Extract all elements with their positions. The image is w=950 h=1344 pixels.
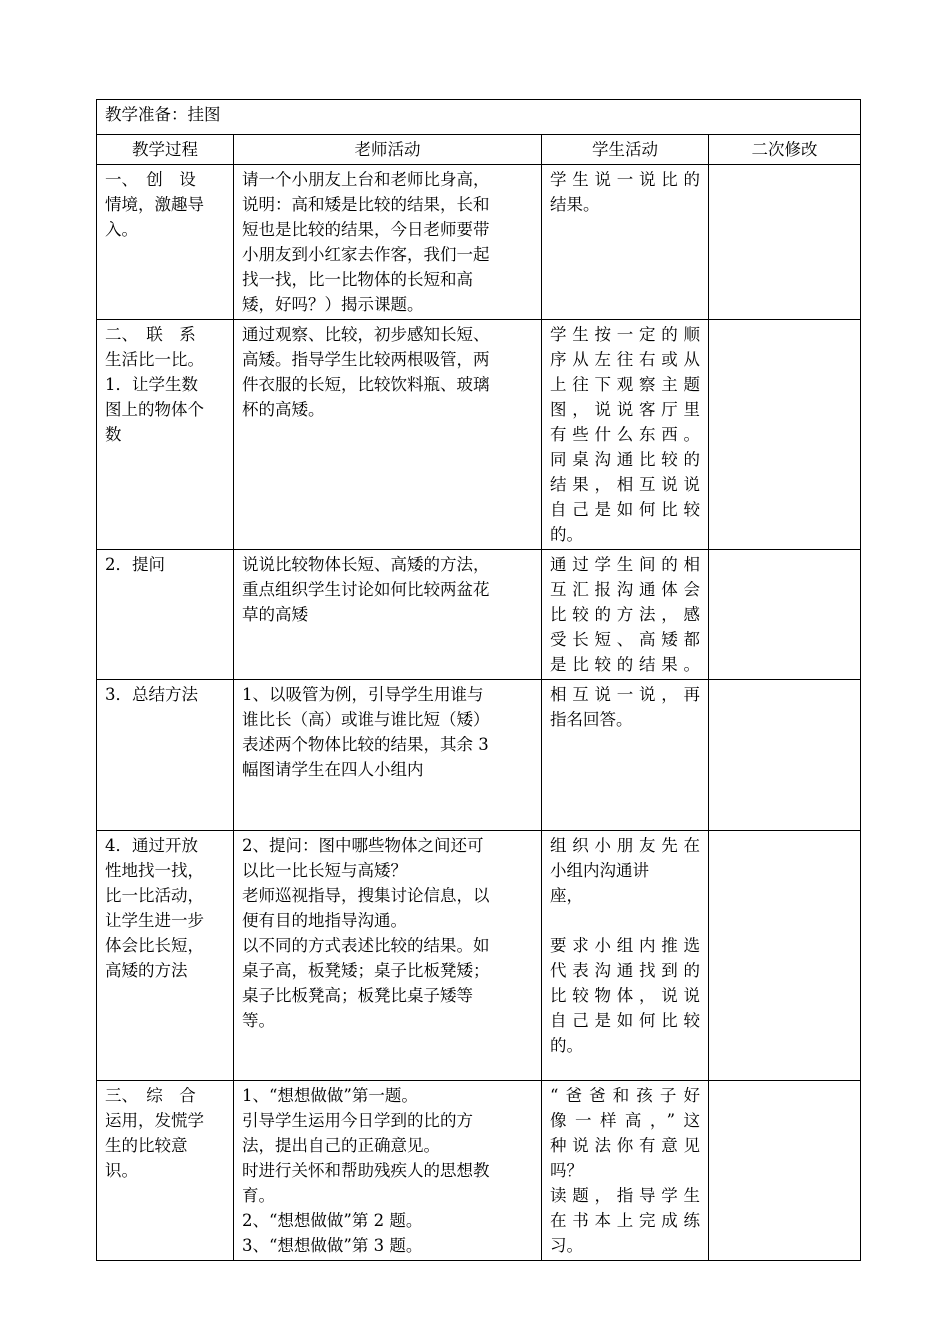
cell-line: 等。 [242, 1011, 275, 1030]
cell-line: 指名回答。 [550, 710, 633, 729]
cell-line: 短也是比较的结果，今日老师要带 [242, 220, 490, 239]
student-activity-cell [542, 165, 709, 320]
cell-line: 三、 综 合 [105, 1086, 196, 1105]
table-row [97, 1081, 861, 1261]
cell-line: 生的比较意 [105, 1136, 188, 1155]
table-row [97, 831, 861, 1081]
cell-line: 读题，指导学生 [550, 1186, 700, 1205]
revision-cell [709, 550, 861, 680]
cell-line: 在书本上完成练 [550, 1211, 700, 1230]
student-activity-cell [542, 320, 709, 550]
cell-line: 2、“想想做做”第 2 题。 [242, 1211, 423, 1230]
cell-line: 自己是如何比较 [550, 1011, 700, 1030]
teacher-activity-cell [234, 550, 542, 680]
cell-line: 受长短、高矮都 [550, 630, 700, 649]
cell-line: 高矮。指导学生比较两根吸管，两 [242, 350, 490, 369]
teacher-activity-cell [234, 831, 542, 1081]
student-activity-cell [542, 550, 709, 680]
revision-cell [709, 320, 861, 550]
cell-line: 找一找，比一比物体的长短和高 [242, 270, 473, 289]
cell-line: 学生按一定的顺 [550, 325, 700, 344]
cell-line: 1．让学生数 [105, 375, 198, 394]
cell-line: 说明：高和矮是比较的结果，长和 [242, 195, 490, 214]
cell-line: 比一比活动， [105, 886, 204, 905]
student-activity-cell [542, 680, 709, 831]
cell-line: 引导学生运用今日学到的比的方 [242, 1111, 473, 1130]
cell-line: 座， [550, 886, 583, 905]
cell-line: 的。 [550, 525, 583, 544]
cell-line: 重点组织学生讨论如何比较两盆花 [242, 580, 490, 599]
cell-line: 小朋友到小红家去作客，我们一起 [242, 245, 490, 264]
cell-line: 情境，激趣导 [105, 195, 204, 214]
table-row [97, 550, 861, 680]
prep-row [97, 100, 861, 135]
cell-line: 1、“想想做做”第一题。 [242, 1086, 418, 1105]
cell-line: 相互说一说，再 [550, 685, 700, 704]
process-cell [97, 831, 234, 1081]
cell-line: 二、 联 系 [105, 325, 196, 344]
process-cell [97, 1081, 234, 1261]
cell-line: 4．通过开放 [105, 836, 198, 855]
cell-line: 序从左往右或从 [550, 350, 700, 369]
cell-line: 以不同的方式表述比较的结果。如 [242, 936, 490, 955]
student-activity-cell [542, 831, 709, 1081]
cell-line: 草的高矮 [242, 605, 308, 624]
cell-line: 说说比较物体长短、高矮的方法， [242, 555, 490, 574]
cell-line: 件衣服的长短，比较饮料瓶、玻璃 [242, 375, 490, 394]
lesson-plan-table [96, 99, 861, 1261]
cell-line: 是比较的结果。 [550, 655, 700, 674]
cell-line: 老师巡视指导，搜集讨论信息，以 [242, 886, 490, 905]
teacher-activity-cell [234, 320, 542, 550]
teaching-preparation: 教学准备：挂图 [97, 100, 861, 135]
cell-line: 幅图请学生在四人小组内 [242, 760, 424, 779]
student-activity-cell [542, 1081, 709, 1261]
cell-line: 图，说说客厅里 [550, 400, 700, 419]
cell-line: 识。 [105, 1161, 138, 1180]
cell-line: 生活比一比。 [105, 350, 204, 369]
cell-line: 矮，好吗？）揭示课题。 [242, 295, 424, 314]
cell-line: 组织小朋友先在 [550, 836, 700, 855]
process-cell [97, 320, 234, 550]
table-row [97, 680, 861, 831]
cell-line: 数 [105, 425, 122, 444]
cell-line: 吗？ [550, 1161, 583, 1180]
cell-line: 桌子比板凳高；板凳比桌子矮等 [242, 986, 473, 1005]
cell-line: 互汇报沟通体会 [550, 580, 700, 599]
process-cell [97, 165, 234, 320]
teacher-activity-cell [234, 680, 542, 831]
cell-line: 2．提问 [105, 555, 165, 574]
cell-line: 便有目的地指导沟通。 [242, 911, 407, 930]
cell-line: 2、提问：图中哪些物体之间还可 [242, 836, 484, 855]
cell-line: 小组内沟通讲 [550, 861, 649, 880]
revision-cell [709, 1081, 861, 1261]
revision-cell [709, 831, 861, 1081]
table-row [97, 165, 861, 320]
cell-line: 自己是如何比较 [550, 500, 700, 519]
cell-line: 习。 [550, 1236, 583, 1255]
header-row [97, 135, 861, 165]
process-cell [97, 550, 234, 680]
revision-cell [709, 165, 861, 320]
cell-line: 高矮的方法 [105, 961, 188, 980]
cell-line: 表述两个物体比较的结果，其余 3 [242, 735, 489, 754]
cell-line: 体会比长短， [105, 936, 204, 955]
cell-line: 同桌沟通比较的 [550, 450, 700, 469]
cell-line: 像一样高，”这 [550, 1111, 700, 1130]
cell-line: 以比一比长短与高矮？ [242, 861, 407, 880]
cell-line: 代表沟通找到的 [550, 961, 700, 980]
header-second-revision: 二次修改 [709, 135, 861, 165]
cell-line: 学生说一说比的 [550, 170, 700, 189]
cell-line: 结果。 [550, 195, 600, 214]
cell-line: 法，提出自己的正确意见。 [242, 1136, 440, 1155]
header-teacher-activity: 老师活动 [234, 135, 542, 165]
cell-line: 育。 [242, 1186, 275, 1205]
cell-line: 种说法你有意见 [550, 1136, 700, 1155]
cell-line: 运用，发慌学 [105, 1111, 204, 1130]
cell-line: 图上的物体个 [105, 400, 204, 419]
teacher-activity-cell [234, 1081, 542, 1261]
header-student-activity: 学生活动 [542, 135, 709, 165]
cell-line: 要求小组内推选 [550, 936, 700, 955]
cell-line: 入。 [105, 220, 138, 239]
cell-line: 让学生进一步 [105, 911, 204, 930]
cell-line: 比较的方法，感 [550, 605, 700, 624]
cell-line: 谁比长（高）或谁与谁比短（矮） [242, 710, 490, 729]
cell-line: 的。 [550, 1036, 583, 1055]
header-process: 教学过程 [97, 135, 234, 165]
cell-line: 时进行关怀和帮助残疾人的思想教 [242, 1161, 490, 1180]
cell-line: 一、 创 设 [105, 170, 196, 189]
cell-line: 通过观察、比较，初步感知长短、 [242, 325, 490, 344]
table-row [97, 320, 861, 550]
teacher-activity-cell [234, 165, 542, 320]
cell-line: 请一个小朋友上台和老师比身高， [242, 170, 490, 189]
cell-line: 杯的高矮。 [242, 400, 325, 419]
cell-line: 结果，相互说说 [550, 475, 700, 494]
cell-line: 3、“想想做做”第 3 题。 [242, 1236, 423, 1255]
cell-line: 1、以吸管为例，引导学生用谁与 [242, 685, 484, 704]
cell-line: “爸爸和孩子好 [550, 1086, 700, 1105]
cell-line: 通过学生间的相 [550, 555, 700, 574]
cell-line: 3．总结方法 [105, 685, 198, 704]
cell-line: 有些什么东西。 [550, 425, 700, 444]
blank-line [550, 908, 700, 933]
revision-cell [709, 680, 861, 831]
process-cell [97, 680, 234, 831]
cell-line: 桌子高，板凳矮；桌子比板凳矮； [242, 961, 490, 980]
cell-line: 上往下观察主题 [550, 375, 700, 394]
cell-line: 比较物体，说说 [550, 986, 700, 1005]
cell-line: 性地找一找， [105, 861, 204, 880]
